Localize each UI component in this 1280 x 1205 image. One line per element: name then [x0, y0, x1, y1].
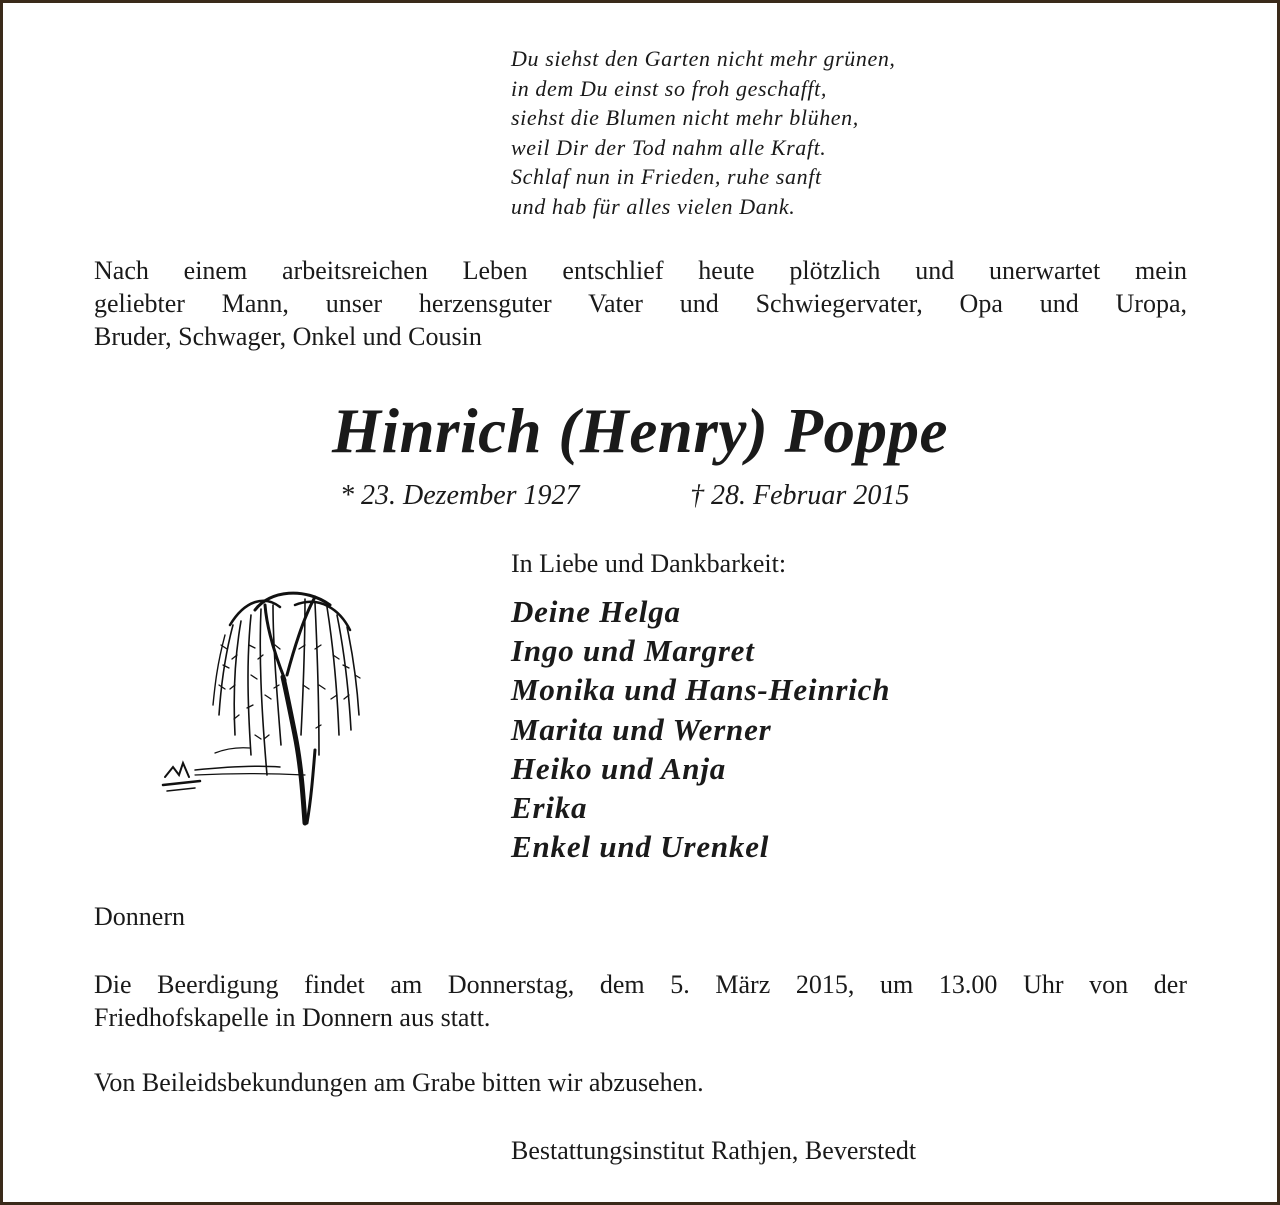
death-date: † 28. Februar 2015: [690, 480, 910, 511]
poem-line: weil Dir der Tod nahm alle Kraft.: [511, 134, 827, 160]
intro-line: Bruder, Schwager, Onkel und Cousin: [94, 322, 482, 351]
poem-line: siehst die Blumen nicht mehr blühen,: [511, 105, 859, 130]
deceased-name: Hinrich (Henry) Poppe: [332, 396, 948, 466]
signer: Heiko und Anja: [511, 750, 727, 786]
signer: Erika: [511, 790, 588, 826]
place-name: Donnern: [94, 902, 185, 931]
poem-line: Schlaf nun in Frieden, ruhe sanft: [511, 164, 822, 189]
signer: Deine Helga: [511, 594, 681, 629]
memorial-poem: [511, 44, 896, 221]
signer: Marita und Werner: [511, 711, 772, 747]
signer: Monika und Hans-Heinrich: [511, 672, 891, 708]
funeral-line: Friedhofskapelle in Donnern aus statt.: [94, 1003, 491, 1032]
signers-list: [511, 592, 890, 866]
funeral-line: Die Beerdigung findet am Donnerstag, dem 5. März 2015, um 13.00 Uhr von der: [94, 970, 1187, 999]
weeping-willow-illustration: [155, 585, 370, 830]
undertaker-name: Bestattungsinstitut Rathjen, Beverstedt: [511, 1136, 917, 1165]
funeral-details: [94, 968, 1187, 1034]
poem-line: Du siehst den Garten nicht mehr grünen,: [511, 46, 896, 71]
thanks-heading: In Liebe und Dankbarkeit:: [511, 549, 787, 578]
poem-line: in dem Du einst so froh geschafft,: [511, 75, 827, 101]
intro-line: Nach einem arbeitsreichen Leben entschlief heute plötzlich und unerwartet mein: [94, 256, 1187, 285]
birth-date: * 23. Dezember 1927: [340, 480, 580, 511]
condolence-note: Von Beileidsbekundungen am Grabe bitten wir abzusehen.: [94, 1068, 704, 1097]
intro-line: geliebter Mann, unser herzensguter Vater und Schwiegervater, Opa und Uropa,: [94, 289, 1187, 318]
intro-paragraph: [94, 254, 1187, 353]
signer: Enkel und Urenkel: [511, 829, 770, 865]
signer: Ingo und Margret: [511, 633, 755, 669]
poem-line: und hab für alles vielen Dank.: [511, 193, 796, 219]
